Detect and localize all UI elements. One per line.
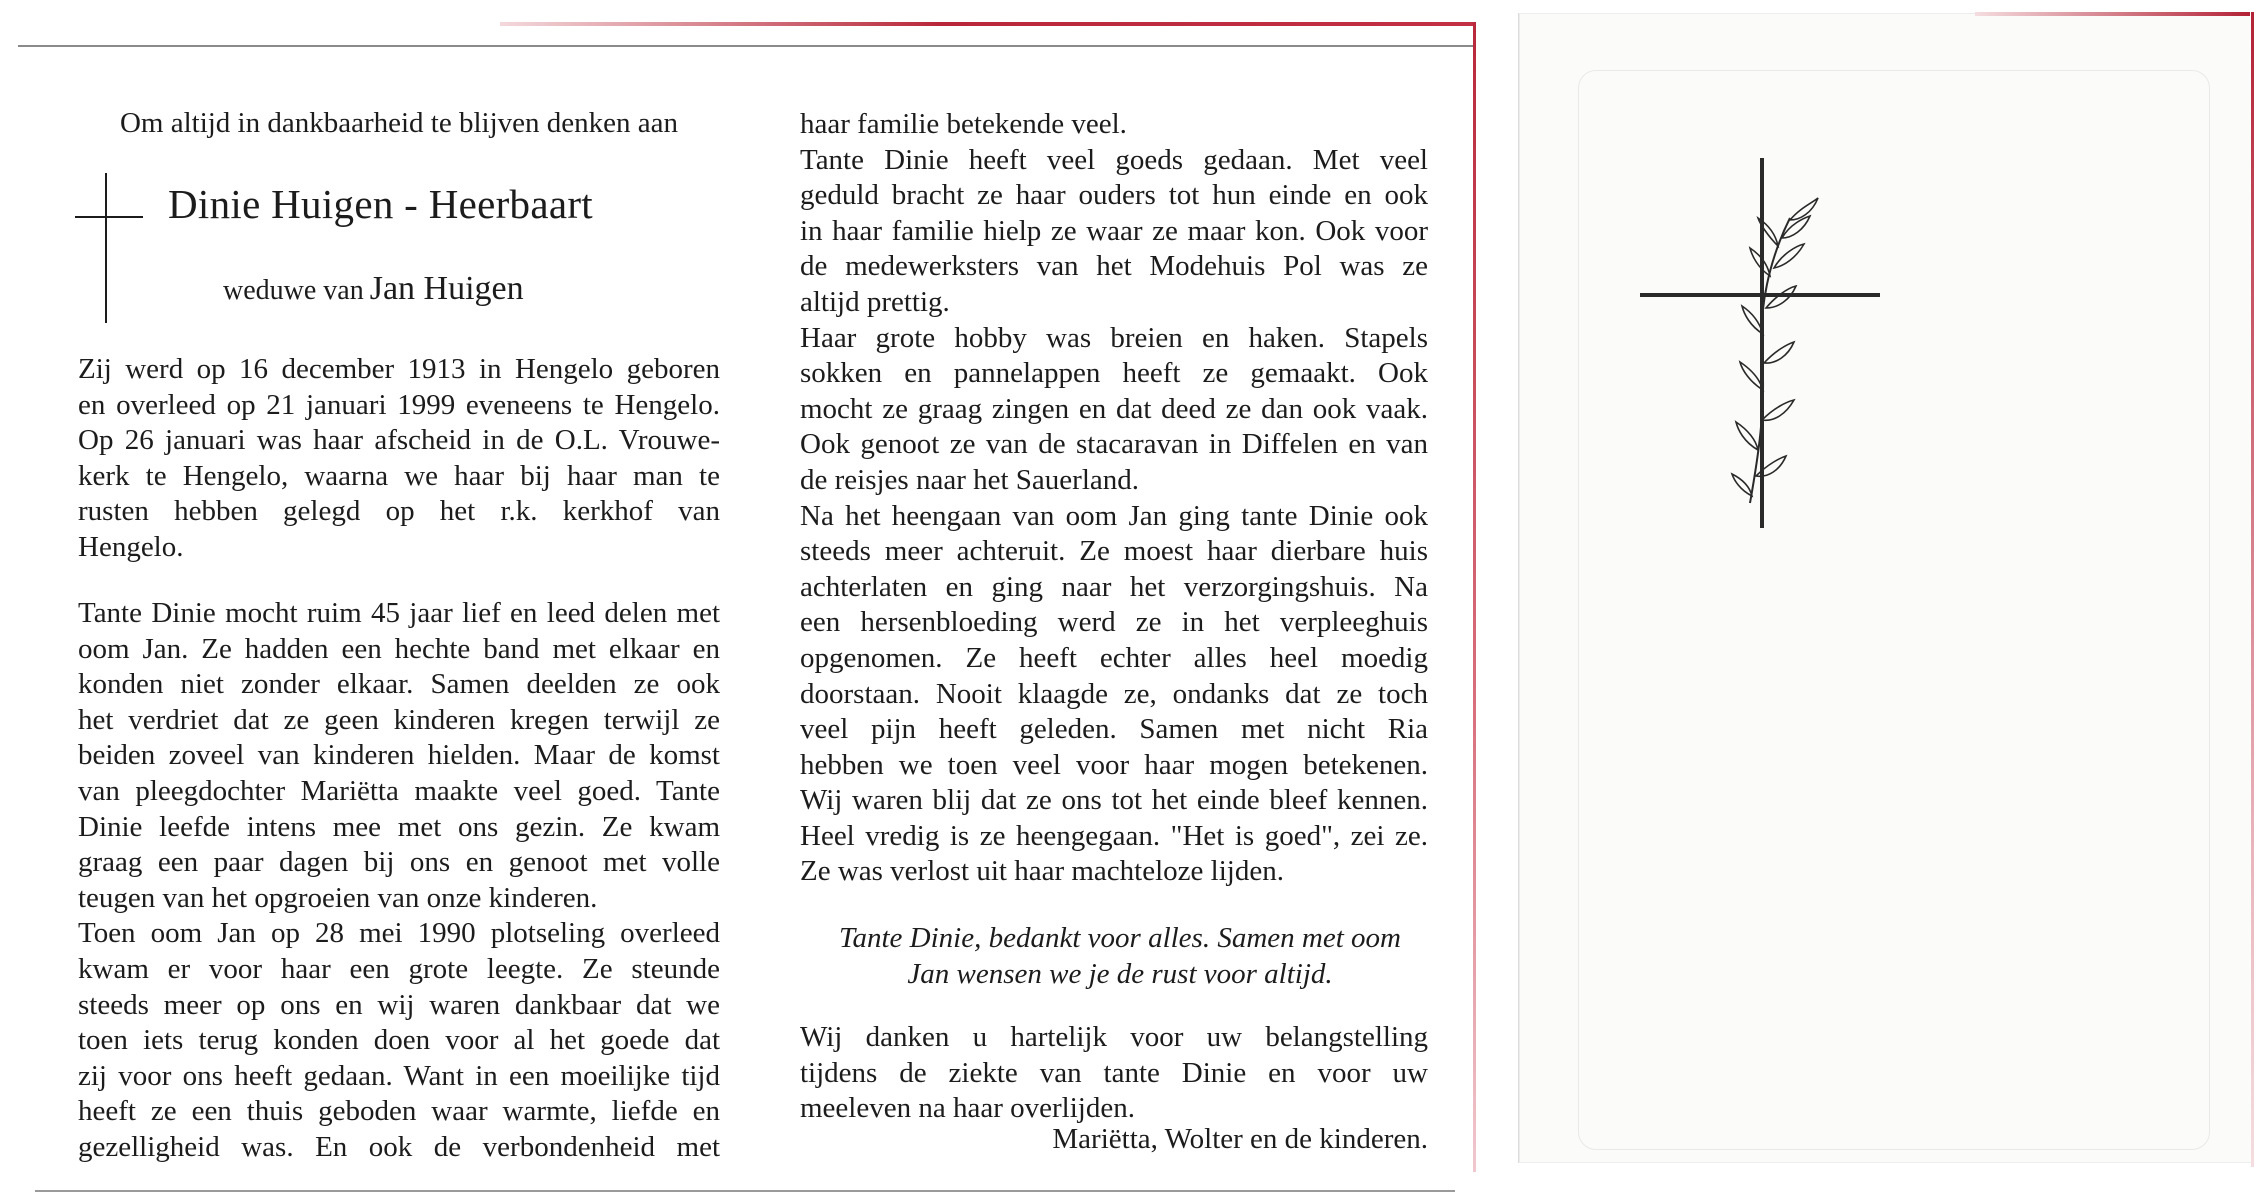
- front-card-red-edge-right: [2251, 12, 2254, 1167]
- text-line: rusten hebben gelegd op het r.k. kerkhof van: [78, 495, 720, 528]
- text-line: het verdriet dat ze geen kinderen kregen terwijl ze: [78, 703, 720, 736]
- text-line: steeds meer achteruit. Ze moest haar dierbare huis: [800, 535, 1428, 568]
- card-red-edge-right: [1473, 22, 1476, 1172]
- text-line: een hersenbloeding werd ze in het verpleeghuis: [800, 606, 1428, 639]
- farewell-line: Jan wensen we je de rust voor altijd.: [907, 958, 1333, 990]
- farewell-line: Tante Dinie, bedankt voor alles. Samen met oom: [839, 922, 1401, 954]
- text-line: doorstaan. Nooit klaagde ze, ondanks dat ze toch: [800, 677, 1428, 710]
- left-paragraph-1: [78, 352, 720, 566]
- text-line: achterlaten en ging naar het verzorgingshuis. Na: [800, 570, 1428, 603]
- widow-prefix: weduwe van: [223, 275, 364, 306]
- text-line: heeft ze een thuis geboden waar warmte, liefde en: [78, 1095, 720, 1128]
- text-line: zij voor ons heeft gedaan. Want in een moeilijke tijd: [78, 1059, 720, 1092]
- signature: Mariëtta, Wolter en de kinderen.: [1052, 1123, 1428, 1155]
- text-line: Wij danken u hartelijk voor uw belangstelling: [800, 1021, 1428, 1053]
- text-line: konden niet zonder elkaar. Samen deelden ze ook: [78, 668, 720, 701]
- text-line: toen iets terug konden doen voor al het goede dat: [78, 1024, 720, 1057]
- text-line: hebben we toen veel voor haar mogen betekenen.: [800, 748, 1428, 781]
- scan-edge-bottom: [35, 1190, 1455, 1192]
- text-line: Dinie leefde intens mee met ons gezin. Ze kwam: [78, 810, 720, 843]
- text-line: Ze was verlost uit haar machteloze lijden.: [800, 855, 1284, 888]
- text-line: mocht ze graag zingen en dat deed ze dan ook vaak.: [800, 392, 1428, 425]
- text-line: Op 26 januari was haar afscheid in de O.L. Vrouwe-: [78, 424, 720, 457]
- left-paragraph-2: [78, 596, 720, 1166]
- middle-paragraphs: [800, 107, 1428, 890]
- text-line: Tante Dinie mocht ruim 45 jaar lief en leed delen met: [78, 597, 720, 629]
- intro-text: Om altijd in dankbaarheid te blijven denken aan: [119, 107, 679, 139]
- cross-with-palm-icon: [1640, 158, 1880, 528]
- text-line: Hengelo.: [78, 530, 184, 563]
- text-line: van pleegdochter Mariëtta maakte veel goed. Tante: [78, 774, 720, 807]
- deceased-name: Dinie Huigen - Heerbaart: [168, 181, 593, 227]
- text-line: veel pijn heeft geleden. Samen met nicht Ria: [800, 713, 1428, 746]
- thanks-paragraph: [800, 1020, 1428, 1127]
- text-line: Zij werd op 16 december 1913 in Hengelo geboren: [78, 353, 720, 385]
- text-line: de medewerksters van het Modehuis Pol was ze: [800, 250, 1428, 283]
- text-line: meeleven na haar overlijden.: [800, 1092, 1135, 1125]
- text-line: Tante Dinie heeft veel goeds gedaan. Met veel: [800, 143, 1428, 176]
- farewell-text: [800, 920, 1440, 992]
- text-line: oom Jan. Ze hadden een hechte band met elkaar en: [78, 632, 720, 665]
- text-line: Heel vredig is ze heengegaan. "Het is goed", zei ze.: [800, 819, 1428, 852]
- text-line: Haar grote hobby was breien en haken. Stapels: [800, 321, 1428, 354]
- widow-name: Jan Huigen: [369, 270, 524, 307]
- text-line: Na het heengaan van oom Jan ging tante Dinie ook: [800, 499, 1428, 532]
- text-line: haar familie betekende veel.: [800, 108, 1127, 140]
- front-card-red-edge-top: [1975, 12, 2250, 16]
- text-line: graag een paar dagen bij ons en genoot met volle: [78, 846, 720, 879]
- text-line: de reisjes naar het Sauerland.: [800, 463, 1139, 496]
- text-line: gezelligheid was. En ook de verbondenheid met: [78, 1130, 720, 1163]
- card-red-edge-top: [500, 22, 1475, 26]
- text-line: Wij waren blij dat ze ons tot het einde bleef kennen.: [800, 784, 1428, 817]
- text-line: in haar familie hielp ze waar ze maar kon. Ook voor: [800, 214, 1428, 247]
- text-line: tijdens de ziekte van tante Dinie en voor uw: [800, 1056, 1428, 1089]
- text-line: beiden zoveel van kinderen hielden. Maar de komst: [78, 739, 720, 772]
- text-line: geduld bracht ze haar ouders tot hun einde en ook: [800, 179, 1428, 212]
- text-line: kerk te Hengelo, waarna we haar bij haar man te: [78, 459, 720, 492]
- text-line: Ook genoot ze van de stacaravan in Diffelen en van: [800, 428, 1428, 461]
- widow-line: [223, 270, 524, 308]
- text-line: sokken en pannelappen heeft ze gemaakt. Ook: [800, 357, 1428, 390]
- text-line: altijd prettig.: [800, 285, 950, 318]
- text-line: opgenomen. Ze heeft echter alles heel moedig: [800, 641, 1428, 674]
- scan-edge-top: [18, 45, 1473, 47]
- text-line: steeds meer op ons en wij waren dankbaar dat we: [78, 988, 720, 1021]
- text-line: teugen van het opgroeien van onze kinderen.: [78, 881, 598, 914]
- text-line: en overleed op 21 januari 1999 eveneens te Hengelo.: [78, 388, 720, 421]
- cross-icon: [75, 173, 143, 323]
- text-line: Toen oom Jan op 28 mei 1990 plotseling overleed: [78, 917, 720, 950]
- text-line: kwam er voor haar een grote leegte. Ze steunde: [78, 952, 720, 985]
